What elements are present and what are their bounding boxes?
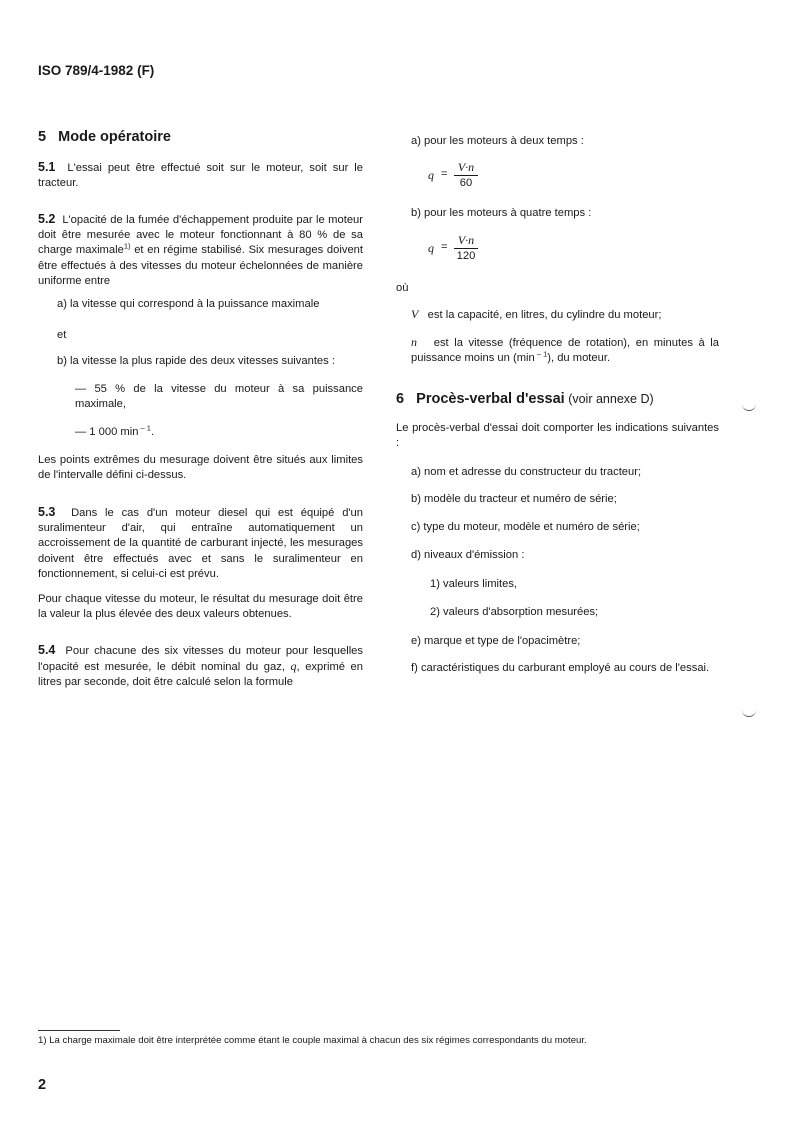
list-item: a) nom et adresse du constructeur du tracteur; [411, 466, 642, 478]
list-item: d) niveaux d'émission : [411, 549, 525, 561]
clause-number: 5.4 [38, 643, 56, 657]
clause-number: 5.3 [38, 505, 56, 519]
definition-V: V est la capacité, en litres, du cylindre du moteur; [411, 307, 662, 321]
fraction-bar [454, 175, 478, 176]
footnote-ref: 1) [123, 241, 131, 251]
list-item: a) la vitesse qui correspond à la puissance maximale [57, 298, 320, 310]
connector-text: et [57, 329, 67, 341]
section-number: 5 [38, 129, 47, 145]
margin-mark-icon [742, 404, 756, 411]
section-number: 6 [396, 391, 405, 407]
definition-n: n est la vitesse (fréquence de rotation), en minutes à la puissance moins un (min $^{- 1}$), du moteur. [411, 335, 719, 365]
footnote-rule [38, 1030, 120, 1031]
paragraph: Les points extrêmes du mesurage doivent être situés aux limites de l'intervalle défini ci-dessus. [38, 454, 363, 482]
section-5-heading [38, 129, 171, 145]
list-item: f) caractéristiques du carburant employé au cours de l'essai. [411, 662, 710, 674]
section-title: Procès-verbal d'essai [416, 391, 565, 407]
dash-item: — 55 % de la vitesse du moteur à sa puissance maximale, [75, 383, 363, 411]
list-item: e) marque et type de l'opacimètre; [411, 635, 581, 647]
margin-mark-icon [742, 710, 756, 717]
section-6-heading [396, 391, 654, 407]
paragraph-5-4: 5.4 Pour chacune des six vitesses du moteur pour lesquelles l'opacité est mesurée, le débit nominal du gaz, q, exprimé en litres par seconde, doit être calculé selon la formule [38, 643, 364, 689]
list-item: b) la vitesse la plus rapide des deux vitesses suivantes : [57, 355, 335, 367]
clause-number: 5.2 [38, 212, 56, 226]
paragraph-5-1: 5.1 L'essai peut être effectué soit sur le moteur, soit sur le tracteur. [38, 160, 364, 190]
paragraph-5-3: 5.3 Dans le cas d'un moteur diesel qui est équipé d'un suralimenteur d'air, qui entraîne automatiquement un accroissement de la quantité de carburant injecté, les mesurages doivent être effectués avec et sans le suralimenteur en fonctionnement, si celui-ci est prévu. [38, 505, 363, 580]
formula-label: a) pour les moteurs à deux temps : [411, 135, 584, 147]
sub-list-item: 2) valeurs d'absorption mesurées; [430, 606, 599, 618]
where-label: où [396, 282, 409, 294]
section-subtitle: (voir annexe D) [564, 392, 654, 406]
paragraph: Pour chaque vitesse du moteur, le résultat du mesurage doit être la valeur la plus élevée des deux valeurs obtenues. [38, 593, 363, 621]
formula-numerator: V·n [457, 233, 475, 247]
list-item: b) modèle du tracteur et numéro de série; [411, 493, 617, 505]
paragraph-5-2: 5.2 L'opacité de la fumée d'échappement produite par le moteur doit être mesurée avec le moteur fonctionnant à 80 % de sa charge maximale$^{1)}$ et en régime stabilisé. Six mesurages doivent être effectués à des vitesses du moteur échelonnées de manière uniforme entre [38, 212, 364, 287]
document-header: ISO 789/4-1982 (F) [38, 63, 155, 78]
formula-numerator: V·n [457, 160, 475, 174]
formula-denominator: 120 [456, 250, 476, 262]
section-title: Mode opératoire [58, 129, 171, 145]
formula-two-stroke: q = V·n 60 [428, 160, 488, 196]
list-item: c) type du moteur, modèle et numéro de série; [411, 521, 640, 533]
clause-number: 5.1 [38, 160, 56, 174]
formula-denominator: 60 [459, 177, 473, 189]
formula-four-stroke: q = V·n 120 [428, 233, 488, 269]
fraction-bar [454, 248, 478, 249]
footnote: 1) La charge maximale doit être interprétée comme étant le couple maximal à chacun des six régimes correspondants du moteur. [38, 1035, 587, 1046]
sub-list-item: 1) valeurs limites, [430, 578, 518, 590]
dash-item: — 1 000 min $^{- 1}$. [75, 423, 155, 438]
paragraph: Le procès-verbal d'essai doit comporter les indications suivantes : [396, 422, 719, 450]
formula-label: b) pour les moteurs à quatre temps : [411, 207, 592, 219]
page-number: 2 [38, 1077, 47, 1093]
